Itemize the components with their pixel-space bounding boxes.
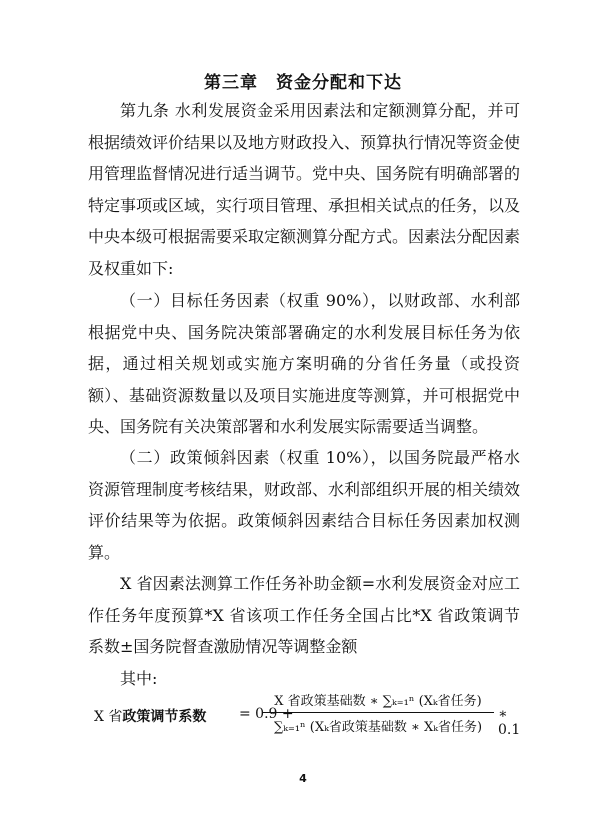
factor-2-paragraph: （二）政策倾斜因素（权重 10%），以国务院最严格水资源管理制度考核结果，财政部、水利部组织开展的相关绩效评价结果等为依据。政策倾斜因素结合目标任务因素加权测算。 [88,448,521,562]
page-number: 4 [299,772,307,785]
adjustment-coefficient-formula [94,690,534,750]
formula-constant: = 0.9 + [239,706,294,722]
factor-1-paragraph: （一）目标任务因素（权重 90%），以财政部、水利部根据党中央、国务院决策部署确定的水利发展目标任务为依据，通过相关规划或实施方案明确的分省任务量（或投资额）、基础资源数量以及项目实施进度等测算，并可根据党中央、国务院有关决策部署和水利发展实际需要适当调整。 [88,291,520,436]
formula-fraction [262,690,494,735]
formula-lhs: X 省政策调节系数 [94,709,207,725]
formula-description-paragraph: X 省因素法测算工作任务补助金额=水利发展资金对应工作任务年度预算*X 省该项工作任务全国占比*X 省政策调节系数±国务院督查激励情况等调整金额 [88,574,520,656]
formula-numerator: X 省政策基础数 ∗ ∑ₖ₌₁ⁿ (Xₖ省任务) [262,690,494,713]
article-9-paragraph: 第九条 水利发展资金采用因素法和定额测算分配，并可根据绩效评价结果以及地方财政投入、预算执行情况等资金使用管理监督情况进行适当调节。党中央、国务院有明确部署的特定事项或区域，实行项目管理、承担相关试点的任务，以及中央本级可根据需要采取定额测算分配方式。因素法分配因素及权重如下: [88,101,521,278]
chapter-title: 第三章 资金分配和下达 [204,73,402,93]
formula-denominator: ∑ₖ₌₁ⁿ (Xₖ省政策基础数 ∗ Xₖ省任务) [273,720,483,735]
formula-lhs-bold: 政策调节系数 [122,709,207,725]
formula-tail: ∗ 0.1 [498,706,521,738]
where-label: 其中: [120,669,158,688]
